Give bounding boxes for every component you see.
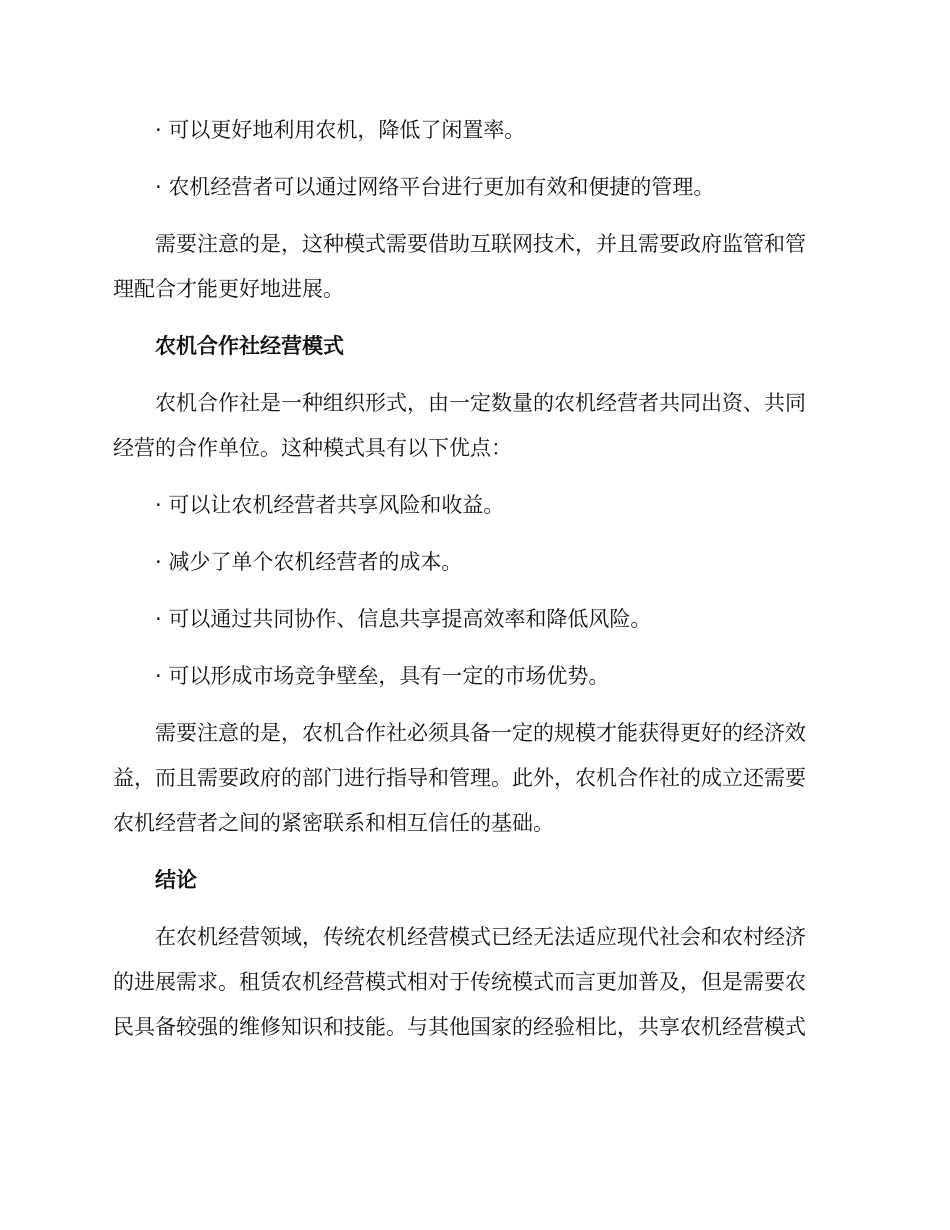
bullet-item: · 减少了单个农机经营者的成本。 — [155, 550, 463, 574]
section-heading-conclusion: 结论 — [155, 868, 197, 892]
paragraph-note-1 — [113, 222, 829, 312]
bullet-item: · 可以通过共同协作、信息共享提高效率和降低风险。 — [155, 607, 652, 631]
paragraph-line: 农机合作社是一种组织形式，由一定数量的农机经营者共同出资、共同 — [155, 391, 806, 415]
paragraph-conclusion — [113, 915, 829, 1050]
paragraph-line: 的进展需求。租赁农机经营模式相对于传统模式而言更加普及，但是需要农 — [113, 970, 806, 994]
paragraph-line: 需要注意的是，这种模式需要借助互联网技术，并且需要政府监管和管 — [155, 232, 806, 256]
bullet-item: · 农机经营者可以通过网络平台进行更加有效和便捷的管理。 — [155, 175, 715, 199]
paragraph-line: 民具备较强的维修知识和技能。与其他国家的经验相比，共享农机经营模式 — [113, 1015, 806, 1039]
paragraph-line: 经营的合作单位。这种模式具有以下优点： — [113, 436, 512, 460]
paragraph-coop-intro — [113, 381, 829, 471]
paragraph-line: 农机经营者之间的紧密联系和相互信任的基础。 — [113, 811, 554, 835]
section-heading-cooperative: 农机合作社经营模式 — [155, 334, 344, 358]
paragraph-line: 益，而且需要政府的部门进行指导和管理。此外，农机合作社的成立还需要 — [113, 766, 806, 790]
bullet-item: · 可以让农机经营者共享风险和收益。 — [155, 493, 505, 517]
paragraph-line: 在农机经营领域，传统农机经营模式已经无法适应现代社会和农村经济 — [155, 925, 806, 949]
paragraph-line: 理配合才能更好地进展。 — [113, 277, 344, 301]
bullet-item: · 可以形成市场竞争壁垒，具有一定的市场优势。 — [155, 664, 610, 688]
paragraph-line: 需要注意的是，农机合作社必须具备一定的规模才能获得更好的经济效 — [155, 721, 806, 745]
paragraph-note-2 — [113, 711, 829, 846]
bullet-item: · 可以更好地利用农机，降低了闲置率。 — [155, 118, 526, 142]
document-body — [113, 108, 829, 1062]
